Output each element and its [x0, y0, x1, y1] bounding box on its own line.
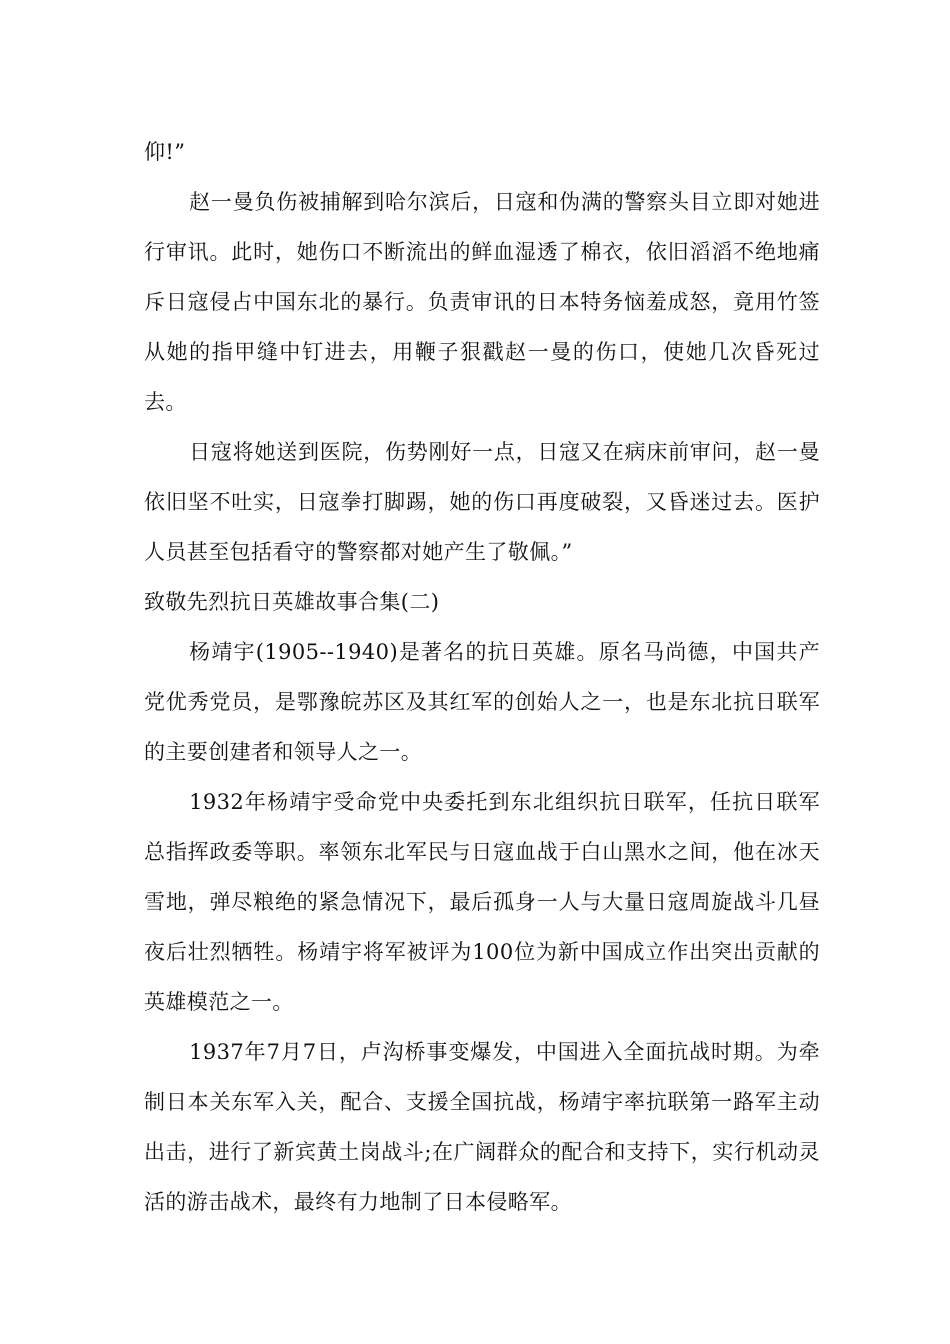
paragraph-continuation: 仰!” [144, 140, 186, 164]
paragraph-yang-1937: 1937年7月7日，卢沟桥事变爆发，中国进入全面抗战时期。为牵制日本关东军入关，配合、支援全国抗战，杨靖宇率抗联第一路军主动出击，进行了新宾黄土岗战斗;在广阔群众的配合和支持下，实行机动灵活的游击战术，最终有力地制了日本侵略军。 [144, 1040, 820, 1214]
paragraph-yang-1932: 1932年杨靖宇受命党中央委托到东北组织抗日联军，任抗日联军总指挥政委等职。率领东北军民与日寇血战于白山黑水之间，他在冰天雪地，弹尽粮绝的紧急情况下，最后孤身一人与大量日寇周旋战斗几昼夜后壮烈牺牲。杨靖宇将军被评为100位为新中国成立作出突出贡献的英雄模范之一。 [144, 790, 820, 1014]
paragraph-hospital: 日寇将她送到医院，伤势刚好一点，日寇又在病床前审问，赵一曼依旧坚不吐实，日寇拳打脚踢，她的伤口再度破裂，又昏迷过去。医护人员甚至包括看守的警察都对她产生了敬佩。” [144, 440, 820, 564]
paragraph-yang-intro: 杨靖宇(1905--1940)是著名的抗日英雄。原名马尚德，中国共产党优秀党员，是鄂豫皖苏区及其红军的创始人之一，也是东北抗日联军的主要创建者和领导人之一。 [144, 640, 820, 764]
document-body [144, 127, 820, 1227]
paragraph-interrogation: 赵一曼负伤被捕解到哈尔滨后，日寇和伪满的警察头目立即对她进行审讯。此时，她伤口不断流出的鲜血湿透了棉衣，依旧滔滔不绝地痛斥日寇侵占中国东北的暴行。负责审讯的日本特务恼羞成怒，竟用竹签从她的指甲缝中钉进去，用鞭子狠戳赵一曼的伤口，使她几次昏死过去。 [144, 190, 820, 414]
section-title: 致敬先烈抗日英雄故事合集(二) [144, 590, 440, 614]
